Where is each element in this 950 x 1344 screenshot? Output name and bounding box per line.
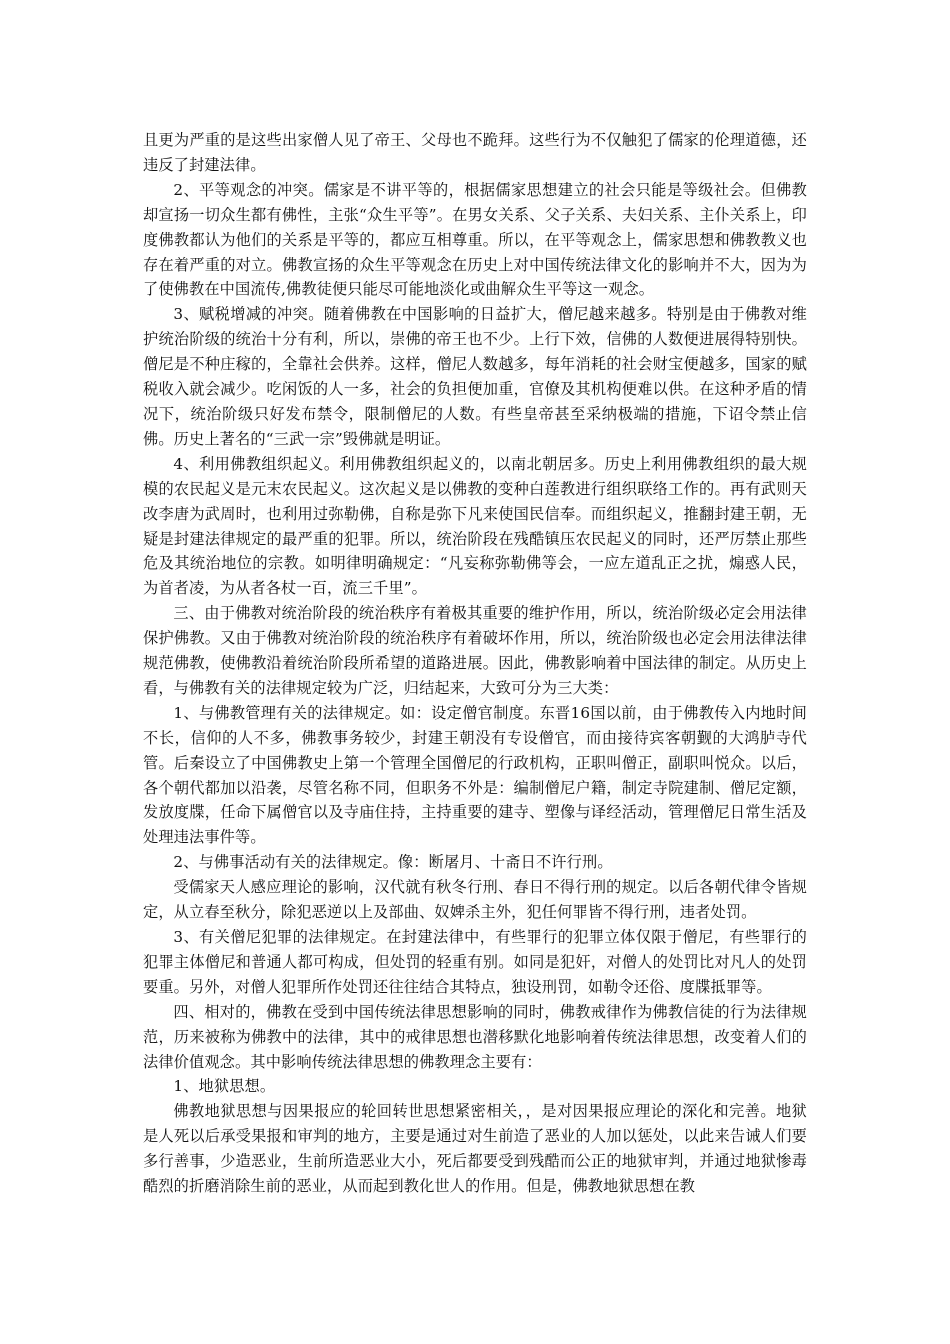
paragraph-10: 四、相对的，佛教在受到中国传统法律思想影响的同时，佛教戒律作为佛教信徒的行为法律规范，历来被称为佛教中的法律，其中的戒律思想也潜移默化地影响着传统法律思想，改变着人们的法律价值观念。其中影响传统法律思想的佛教理念主要有： — [143, 1002, 807, 1071]
paragraph-3: 3、赋税增减的冲突。随着佛教在中国影响的日益扩大，僧尼越来越多。特别是由于佛教对维护统治阶级的统治十分有利，所以，崇佛的帝王也不少。上行下效，信佛的人数便进展得特别快。僧尼是不种庄稼的，全靠社会供养。这样，僧尼人数越多，每年消耗的社会财宝便越多，国家的赋税收入就会减少。吃闲饭的人一多，社会的负担便加重，官僚及其机构便难以供。在这种矛盾的情况下，统治阶级只好发布禁令，限制僧尼的人数。有些皇帝甚至采纳极端的措施，下诏令禁止信佛。历史上著名的“三武一宗”毁佛就是明证。 — [143, 305, 807, 448]
paragraph-9: 3、有关僧尼犯罪的法律规定。在封建法律中，有些罪行的犯罪立体仅限于僧尼，有些罪行的犯罪主体僧尼和普通人都可构成，但处罚的轻重有别。如同是犯奸，对僧人的处罚比对凡人的处罚要重。另外，对僧人犯罪所作处罚还往往结合其特点，独设刑罚，如勒令还俗、度牒抵罪等。 — [143, 928, 807, 996]
paragraph-7: 2、与佛事活动有关的法律规定。像：断屠月、十斋日不许行刑。 — [173, 853, 613, 872]
paragraph-6: 1、与佛教管理有关的法律规定。如：设定僧官制度。东晋16国以前，由于佛教传入内地时间不长，信仰的人不多，佛教事务较少，封建王朝没有专设僧官，而由接待宾客朝觐的大鸿胪寺代管。后秦设立了中国佛教史上第一个管理全国僧尼的行政机构，正职叫僧正，副职叫悦众。以后，各个朝代都加以沿袭，尽管名称不同，但职务不外是：编制僧尼户籍，制定寺院建制、僧尼定额，发放度牒，任命下属僧官以及寺庙住持，主持重要的建寺、塑像与译经活动，管理僧尼日常生活及处理违法事件等。 — [143, 703, 807, 847]
paragraph-5: 三、由于佛教对统治阶段的统治秩序有着极其重要的维护作用，所以，统治阶级必定会用法律保护佛教。又由于佛教对统治阶段的统治秩序有着破坏作用，所以，统治阶级也必定会用法律法律规范佛教，使佛教沿着统治阶段所希望的道路进展。因此，佛教影响着中国法律的制定。从历史上看，与佛教有关的法律规定较为广泛，归结起来，大致可分为三大类： — [143, 604, 807, 697]
paragraph-1: 且更为严重的是这些出家僧人见了帝王、父母也不跪拜。这些行为不仅触犯了儒家的伦理道德，还违反了封建法律。 — [143, 131, 807, 174]
paragraph-2: 2、平等观念的冲突。儒家是不讲平等的，根据儒家思想建立的社会只能是等级社会。但佛教却宣扬一切众生都有佛性，主张“众生平等”。在男女关系、父子关系、夫妇关系、主仆关系上，印度佛教都认为他们的关系是平等的，都应互相尊重。所以，在平等观念上，儒家思想和佛教教义也存在着严重的对立。佛教宣扬的众生平等观念在历史上对中国传统法律文化的影响并不大，因为为了使佛教在中国流传,佛教徒便只能尽可能地淡化或曲解众生平等这一观念。 — [143, 180, 807, 299]
paragraph-4: 4、利用佛教组织起义。利用佛教组织起义的，以南北朝居多。历史上利用佛教组织的最大规模的农民起义是元末农民起义。这次起义是以佛教的变种白莲教进行组织联络工作的。再有武则天改李唐为武周时，也利用过弥勒佛，自称是弥下凡来使国民信奉。而组织起义，推翻封建王朝，无疑是封建法律规定的最严重的犯罪。所以，统治阶段在残酷镇压农民起义的同时，还严厉禁止那些危及其统治地位的宗教。如明律明确规定：“凡妄称弥勒佛等会，一应左道乱正之扰，煽惑人民，为首者凌，为从者各杖一百，流三千里”。 — [143, 454, 807, 598]
document-body — [143, 128, 807, 1199]
paragraph-12: 佛教地狱思想与因果报应的轮回转世思想紧密相关，，是对因果报应理论的深化和完善。地狱是人死以后承受果报和审判的地方，主要是通过对生前造了恶业的人加以惩处，以此来告诫人们要多行善事，少造恶业，生前所造恶业大小，死后都要受到残酷而公正的地狱审判，并通过地狱惨毒酷烈的折磨消除生前的恶业，从而起到教化世人的作用。但是，佛教地狱思想在教 — [143, 1102, 807, 1196]
paragraph-8: 受儒家天人感应理论的影响，汉代就有秋冬行刑、春日不得行刑的规定。以后各朝代律令皆规定，从立春至秋分，除犯恶逆以上及部曲、奴婢杀主外，犯任何罪皆不得行刑，违者处罚。 — [143, 878, 807, 922]
paragraph-11: 1、地狱思想。 — [173, 1077, 276, 1096]
